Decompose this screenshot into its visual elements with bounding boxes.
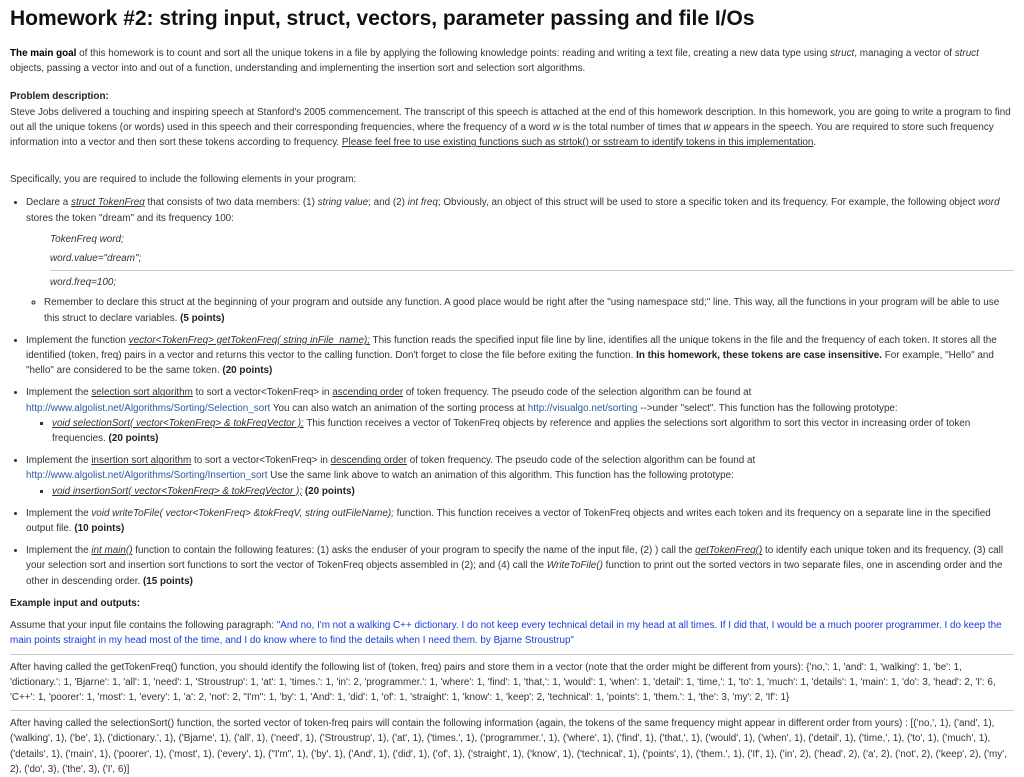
insertion-sort-link[interactable]: http://www.algolist.net/Algorithms/Sorting/Insertion_sort xyxy=(26,470,268,482)
requirements-list xyxy=(10,195,1014,588)
list-item: • Implement the selection sort algorithm to sort a vector<TokenFreq> in ascending order of token frequency. The pseudo code of the selection algorithm can be found at http://www.algolist.net/Algorithms/Sorting/Selection_sort You can also watch an animation of the sorting process at http://visualgo.net/sorting -->under "select". This function has the following prototype: ▪ void selectionSort( vector<TokenFreq> & tokFreqVector ); This function receives a vector of TokenFreq objects by reference and applies the selections sort algorithm to sort this vector in increasing order of token frequencies. (20 points) xyxy=(26,385,1014,446)
list-item: • Implement the insertion sort algorithm to sort a vector<TokenFreq> in descending order of token frequency. The pseudo code of the selection algorithm can be found at http://www.algolist.net/Algorithms/Sorting/Insertion_sort Use the same link above to watch an animation of this algorithm. This function has the following prototype: ▪ void insertionSort( vector<TokenFreq> & tokFreqVector ); (20 points) xyxy=(26,453,1014,499)
example-heading: Example input and outputs: xyxy=(10,597,141,609)
list-item: • Declare a struct TokenFreq that consists of two data members: (1) string value; and (2) int freq; Obviously, an object of this struct will be used to store a specific token and its frequency. For example, the following object word stores the token "dream" and its frequency 100: TokenFreq word; word.value="dream"; word.freq=100; ◦ Remember to declare this struct at the beginning of your program and outside any function. A good place would be right after the "using namespace std;" line. This way, all the functions in your program will be able to use this struct to declare variables. (5 points) xyxy=(26,195,1014,325)
getTokenFreq-output: After having called the getTokenFreq() function, you should identify the following list of (token, freq) pairs and store them in a vector (note that the order might be different from yours): {'no,': 1, 'and': 1, 'walking': 1, 'be': 1, 'dictionary.': 1, 'Bjarne': 1, 'all': 1, 'need': 1, 'Stroustrup': 1, 'at': 1, 'times.': 1, 'in': 2, 'programmer.': 1, 'where': 1, 'find': 1, 'that,': 1, 'would': 1, 'when': 1, 'detail': 1, 'time,': 1, 'to': 1, 'much': 1, 'details': 1, 'main': 1, 'do': 3, 'head': 2, 'I': 6, 'C++': 1, 'poorer': 1, 'most': 1, 'every': 1, 'a': 2, 'not': 2, "I'm": 1, 'by': 1, 'And': 1, 'did': 1, 'of': 1, 'straight': 1, 'know': 1, 'keep': 2, 'technical': 1, 'points': 1, 'them.': 1, 'the': 3, 'my': 2, 'If': 1} xyxy=(10,661,996,703)
list-item: ▪ void insertionSort( vector<TokenFreq> & tokFreqVector ); (20 points) xyxy=(52,484,1014,499)
list-item: • Implement the function vector<TokenFreq> getTokenFreq( string inFile_name); This function reads the specified input file line by line, identifies all the unique tokens in the file and the frequency of each token. It stores all the identified (token, freq) pairs in a vector and returns this vector to the calling function. Don't forget to close the file before exiting the function. In this homework, these tokens are case insensitive. For example, "Hello" and "hello" are considered to be the same token. (20 points) xyxy=(26,333,1014,379)
list-item: • Implement the int main() function to contain the following features: (1) asks the enduser of your program to specify the name of the input file, (2) ) call the getTokenFreq() to identify each unique token and its frequency, (3) call your selection sort and insertion sort functions to sort the vector of TokenFreq objects assembled in (2); and (4) call the WriteToFile() function to print out the sorted vectors in two separate files, one in ascending order and the other in descending order. (15 points) xyxy=(26,543,1014,589)
specifically-intro: Specifically, you are required to include the following elements in your program: xyxy=(10,174,357,186)
code-example: TokenFreq word; word.value="dream"; word.freq=100; xyxy=(26,232,1014,291)
problem-heading: Problem description: xyxy=(10,91,109,103)
selection-sort-link[interactable]: http://www.algolist.net/Algorithms/Sorting/Selection_sort xyxy=(26,402,271,414)
list-item: ▪ void selectionSort( vector<TokenFreq> & tokFreqVector ); This function receives a vector of TokenFreq objects by reference and applies the selections sort algorithm to sort this vector in increasing order of token frequencies. (20 points) xyxy=(52,416,1014,446)
goal-paragraph: The main goal of this homework is to count and sort all the unique tokens in a file by applying the following knowledge points: reading and writing a text file, creating a new data type using struct, managing a vector of struct objects, passing a vector into and out of a function, understanding and implementing the insertion sort and selection sort algorithms. xyxy=(10,48,979,75)
assume-paragraph: Assume that your input file contains the following paragraph: "And no, I'm not a walking C++ dictionary. I do not keep every technical detail in my head at all times. If I did that, I would be a much poorer programmer. I do keep the main points straight in my head most of the time, and I do know where to find the details when I need them. by Bjarne Stroustrup" xyxy=(10,620,1002,647)
list-item: ◦ Remember to declare this struct at the beginning of your program and outside any function. A good place would be right after the "using namespace std;" line. This way, all the functions in your program will be able to use this struct to declare variables. (5 points) xyxy=(44,295,1014,325)
input-quote: "And no, I'm not a walking C++ dictionary. I do not keep every technical detail in my head at all times. If I did that, I would be a much poorer programmer. I do keep the main points straight in my head most of the time, and I do know where to find the details when I need them. by Bjarne Stroustrup" xyxy=(10,620,1002,647)
tokenizer-hint-link[interactable]: Please feel free to use existing functions such as strtok() or sstream to identify tokens in this implementation xyxy=(341,137,814,149)
visualgo-link[interactable]: http://visualgo.net/sorting xyxy=(527,402,638,414)
selectionSort-output: After having called the selectionSort() function, the sorted vector of token-freq pairs will contain the following information (again, the tokens of the same frequency might appear in different order from yours) : [('no,', 1), ('and', 1), ('walking', 1), ('be', 1), ('dictionary.', 1), ('Bjarne', 1), ('all', 1), ('need', 1), ('Stroustrup', 1), ('at', 1), ('times.', 1), ('programmer.', 1), ('where', 1), ('find', 1), ('that,', 1), ('would', 1), ('when', 1), ('detail', 1), ('time,', 1), ('to', 1), ('much', 1), ('details', 1), ('main', 1), ('poorer', 1), ('most', 1), ('every', 1), ("I'm", 1), ('by', 1), ('And', 1), ('did', 1), ('of', 1), ('straight', 1), ('know', 1), ('technical', 1), ('points', 1), ('them.', 1), ('If', 1), ('in', 2), ('head', 2), ('a', 2), ('not', 2), ('keep', 2), ('my', 2), ('do', 3), ('the', 3), ('I', 6)] xyxy=(10,718,1007,775)
problem-paragraph: Steve Jobs delivered a touching and inspiring speech at Stanford's 2005 commencement. The transcript of this speech is attached at the end of this homework description. In this homework, you are going to write a program to find out all the unique tokens (or words) used in this speech and their corresponding frequencies, where the frequency of a word w is the total number of times that w appears in the speech. You are required to store such frequency information into a vector and then sort these tokens according to frequency. Please feel free to use existing functions such as strtok() or sstream to identify tokens in this implementation. xyxy=(10,106,1011,149)
list-item: • Implement the void writeToFile( vector<TokenFreq> &tokFreqV, string outFileName); function. This function receives a vector of TokenFreq objects and writes each token and its frequency on a separate line in the specified output file. (10 points) xyxy=(26,506,1014,536)
page-title: Homework #2: string input, struct, vectors, parameter passing and file I/Os xyxy=(10,7,755,30)
